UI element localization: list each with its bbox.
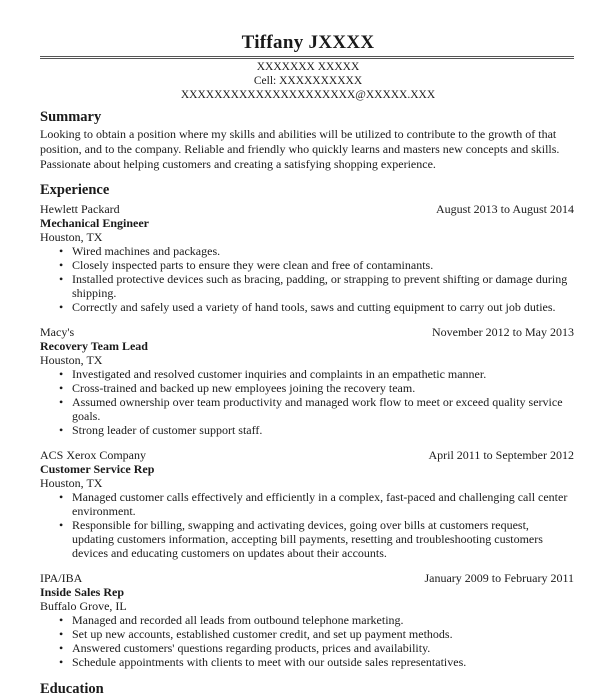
duty-text: Cross-trained and backed up new employees joining the recovery team. bbox=[72, 381, 416, 395]
bullet-icon: • bbox=[59, 367, 64, 381]
summary-heading: Summary bbox=[40, 109, 102, 125]
job-entry bbox=[40, 325, 574, 437]
job-location: Houston, TX bbox=[40, 476, 103, 490]
duty-text: Schedule appointments with clients to meet with our outside sales representatives. bbox=[72, 655, 467, 669]
job-dates: August 2013 to August 2014 bbox=[435, 202, 574, 216]
bullet-icon: • bbox=[59, 490, 64, 504]
bullet-icon: • bbox=[59, 518, 64, 532]
duty-text: Answered customers' questions regarding products, prices and availability. bbox=[72, 641, 431, 655]
job-dates: April 2011 to September 2012 bbox=[428, 448, 574, 462]
duty-text: Strong leader of customer support staff. bbox=[72, 423, 263, 437]
job-title: Mechanical Engineer bbox=[40, 216, 149, 230]
job-duties-list bbox=[40, 613, 574, 669]
job-title: Customer Service Rep bbox=[40, 462, 155, 476]
duty-text: Correctly and safely used a variety of hand tools, saws and cutting equipment to carry out job duties. bbox=[72, 300, 556, 314]
job-entry bbox=[40, 448, 574, 560]
header-divider-bottom bbox=[40, 58, 574, 59]
list-item bbox=[40, 627, 572, 641]
duty-text: Managed and recorded all leads from outbound telephone marketing. bbox=[72, 613, 404, 627]
job-duties-list bbox=[40, 367, 574, 437]
bullet-icon: • bbox=[59, 655, 64, 669]
list-item bbox=[40, 423, 572, 437]
job-location: Buffalo Grove, IL bbox=[40, 599, 127, 613]
list-item bbox=[40, 272, 572, 300]
list-item bbox=[40, 655, 572, 669]
summary-text: Looking to obtain a position where my skills and abilities will be utilized to contribute to the growth of that position, and to the company. Reliable and friendly who quickly learns and masters new concepts and skills. Passionate about helping customers and creating a satisfying shopping experience. bbox=[40, 127, 560, 171]
duty-text: Set up new accounts, established customer credit, and set up payment methods. bbox=[72, 627, 453, 641]
list-item bbox=[40, 641, 572, 655]
job-dates: November 2012 to May 2013 bbox=[432, 325, 574, 339]
list-item bbox=[40, 258, 572, 272]
duty-text: Wired machines and packages. bbox=[72, 244, 221, 258]
duty-text: Closely inspected parts to ensure they were clean and free of contaminants. bbox=[72, 258, 434, 272]
job-entry bbox=[40, 571, 574, 669]
job-duties-list bbox=[40, 490, 574, 560]
bullet-icon: • bbox=[59, 381, 64, 395]
job-company: ACS Xerox Company bbox=[40, 448, 146, 462]
candidate-name: Tiffany JXXXX bbox=[241, 32, 375, 53]
bullet-icon: • bbox=[59, 395, 64, 409]
job-title: Recovery Team Lead bbox=[40, 339, 148, 353]
job-header bbox=[40, 325, 574, 339]
bullet-icon: • bbox=[59, 627, 64, 641]
bullet-icon: • bbox=[59, 641, 64, 655]
job-company: Hewlett Packard bbox=[40, 202, 120, 216]
job-location: Houston, TX bbox=[40, 353, 103, 367]
job-title: Inside Sales Rep bbox=[40, 585, 125, 599]
bullet-icon: • bbox=[59, 244, 64, 258]
list-item bbox=[40, 518, 572, 560]
education-heading: Education bbox=[40, 681, 104, 697]
duty-text: Managed customer calls effectively and efficiently in a complex, fast-paced and challenging call center environment. bbox=[72, 490, 568, 518]
list-item bbox=[40, 367, 572, 381]
list-item bbox=[40, 395, 572, 423]
job-entry bbox=[40, 202, 574, 314]
job-company: Macy's bbox=[40, 325, 75, 339]
contact-email: XXXXXXXXXXXXXXXXXXXXX@XXXXX.XXX bbox=[180, 89, 436, 101]
job-header bbox=[40, 202, 574, 216]
job-header bbox=[40, 448, 574, 462]
duty-text: Installed protective devices such as bracing, padding, or strapping to prevent shifting or damage during shipping. bbox=[72, 272, 568, 300]
contact-address: XXXXXXX XXXXX bbox=[256, 61, 360, 73]
experience-heading: Experience bbox=[40, 182, 110, 198]
list-item bbox=[40, 300, 572, 314]
job-dates: January 2009 to February 2011 bbox=[424, 571, 574, 585]
job-duties-list bbox=[40, 244, 574, 314]
job-header bbox=[40, 571, 574, 585]
bullet-icon: • bbox=[59, 258, 64, 272]
list-item bbox=[40, 381, 572, 395]
bullet-icon: • bbox=[59, 272, 64, 286]
header-divider-top bbox=[40, 56, 574, 57]
job-company: IPA/IBA bbox=[40, 571, 83, 585]
duty-text: Assumed ownership over team productivity and managed work flow to meet or exceed quality service goals. bbox=[72, 395, 563, 423]
list-item bbox=[40, 613, 572, 627]
contact-cell: Cell: XXXXXXXXXX bbox=[253, 75, 363, 87]
list-item bbox=[40, 490, 572, 518]
duty-text: Investigated and resolved customer inquiries and complaints in an empathetic manner. bbox=[72, 367, 487, 381]
bullet-icon: • bbox=[59, 423, 64, 437]
list-item bbox=[40, 244, 572, 258]
job-location: Houston, TX bbox=[40, 230, 103, 244]
duty-text: Responsible for billing, swapping and activating devices, going over bills at customers request, updating customers information, accepting bill payments, resetting and troubleshooting customers devices and educating customers on updates about their accounts. bbox=[72, 518, 543, 560]
bullet-icon: • bbox=[59, 300, 64, 314]
bullet-icon: • bbox=[59, 613, 64, 627]
